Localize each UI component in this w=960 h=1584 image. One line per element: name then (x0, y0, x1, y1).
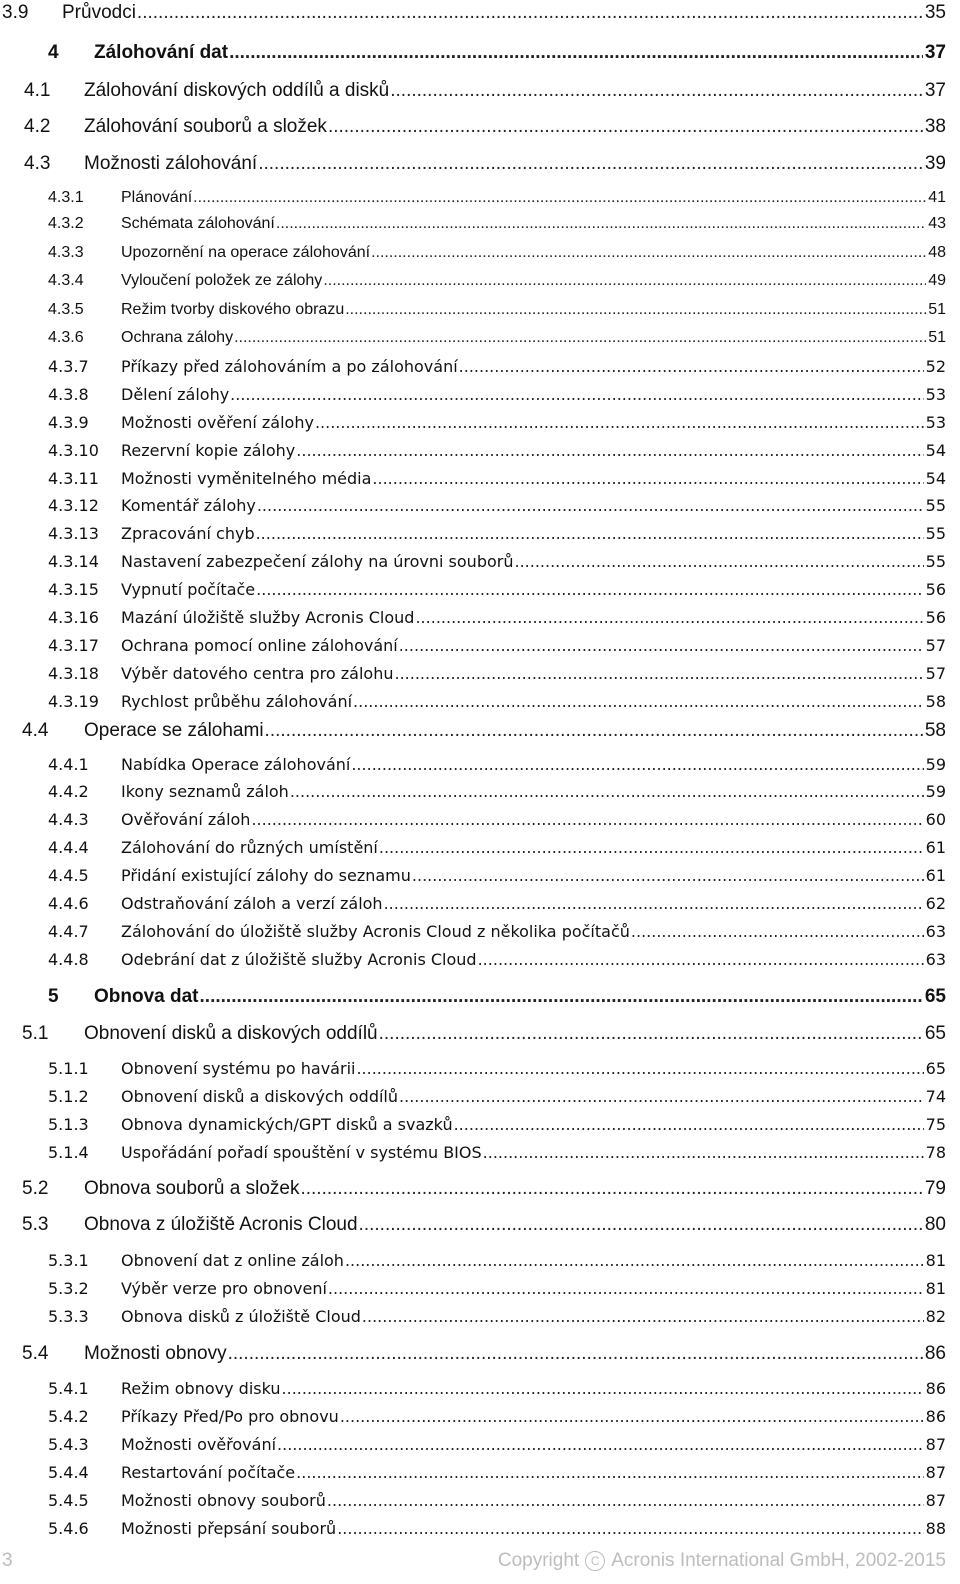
toc-entry[interactable] (0, 838, 960, 857)
toc-entry-title: Možnosti obnovy (84, 1343, 227, 1364)
toc-entry-page: 56 (925, 608, 946, 627)
toc-entry[interactable] (0, 1279, 960, 1298)
toc-entry-page: 54 (925, 469, 946, 488)
toc-entry-title: Plánování (121, 189, 193, 206)
toc-entry-page: 62 (925, 894, 946, 913)
toc-entry-title: Obnova disků z úložiště Cloud (121, 1307, 361, 1326)
toc-entry[interactable] (0, 1115, 960, 1134)
toc-entry-title: Výběr verze pro obnovení (121, 1279, 327, 1298)
toc-entry-title: Průvodci (62, 2, 136, 23)
toc-entry-page: 43 (928, 215, 946, 232)
toc-entry[interactable] (0, 215, 960, 233)
toc-entry-number: 4.3.17 (48, 636, 99, 655)
toc-entry-number: 4.3.11 (48, 469, 99, 488)
toc-dot-leader (372, 469, 923, 488)
toc-entry-page: 60 (925, 810, 946, 829)
toc-entry-page: 35 (924, 2, 946, 23)
toc-entry[interactable] (0, 153, 960, 175)
toc-entry-number: 3.9 (2, 2, 29, 23)
toc-entry-number: 5.2 (22, 1178, 49, 1199)
toc-dot-leader (251, 810, 923, 829)
toc-entry-number: 4.4.5 (48, 866, 89, 885)
toc-dot-leader (371, 244, 926, 262)
toc-dot-leader (234, 329, 926, 347)
toc-dot-leader (379, 1023, 923, 1045)
toc-entry[interactable] (0, 950, 960, 969)
toc-dot-leader (256, 524, 924, 543)
toc-dot-leader (300, 1178, 922, 1200)
toc-dot-leader (353, 692, 924, 711)
toc-entry-number: 4.4 (22, 720, 49, 741)
toc-dot-leader (296, 441, 923, 460)
toc-dot-leader (265, 720, 923, 742)
toc-entry-page: 59 (925, 782, 946, 801)
toc-entry-title: Příkazy Před/Po pro obnovu (121, 1407, 339, 1426)
toc-entry-title: Ikony seznamů záloh (121, 782, 289, 801)
toc-entry-title: Zálohování dat (94, 42, 229, 63)
toc-entry-number: 5.1.2 (48, 1087, 89, 1106)
toc-entry[interactable] (0, 720, 960, 742)
toc-entry-number: 4.4.8 (48, 950, 89, 969)
toc-entry-page: 61 (925, 866, 946, 885)
toc-entry-number: 5 (48, 986, 59, 1007)
toc-entry-page: 52 (925, 357, 946, 376)
toc-entry-number: 5.4.1 (48, 1379, 89, 1398)
toc-entry[interactable] (0, 469, 960, 488)
toc-entry-number: 4.3.7 (48, 357, 89, 376)
toc-entry-title: Zpracování chyb (121, 524, 255, 543)
toc-entry-page: 57 (925, 664, 946, 683)
toc-entry[interactable] (0, 244, 960, 262)
toc-entry-title: Vyloučení položek ze zálohy (121, 272, 323, 289)
toc-entry-page: 87 (925, 1435, 946, 1454)
toc-entry-number: 4.3.9 (48, 413, 89, 432)
toc-entry[interactable] (0, 1343, 960, 1365)
toc-entry-number: 4.3.12 (48, 496, 99, 515)
toc-entry-title: Možnosti obnovy souborů (121, 1491, 326, 1510)
toc-entry-title: Rychlost průběhu zálohování (121, 692, 353, 711)
toc-entry-number: 4.4.3 (48, 810, 89, 829)
toc-entry-number: 4.3.6 (48, 329, 84, 346)
toc-entry-title: Komentář zálohy (121, 496, 256, 515)
toc-entry-page: 88 (925, 1519, 946, 1538)
toc-dot-leader (328, 1279, 924, 1298)
toc-entry-number: 4.3.16 (48, 608, 99, 627)
toc-entry-page: 81 (925, 1279, 946, 1298)
toc-dot-leader (390, 80, 923, 102)
toc-entry-title: Možnosti ověřování (121, 1435, 277, 1454)
toc-entry[interactable] (0, 552, 960, 571)
toc-dot-leader (351, 755, 923, 774)
toc-entry[interactable] (0, 524, 960, 543)
toc-entry-title: Nabídka Operace zálohování (121, 755, 351, 774)
toc-entry-page: 75 (925, 1115, 946, 1134)
toc-entry[interactable] (0, 2, 960, 24)
toc-entry[interactable] (0, 385, 960, 404)
toc-entry[interactable] (0, 189, 960, 207)
toc-entry-page: 86 (924, 1343, 946, 1364)
toc-entry-title: Obnova dat (94, 986, 199, 1007)
toc-entry[interactable] (0, 1435, 960, 1454)
toc-entry[interactable] (0, 1491, 960, 1510)
toc-entry[interactable] (0, 608, 960, 627)
toc-entry-title: Možnosti zálohování (84, 153, 258, 174)
toc-dot-leader (277, 1435, 924, 1454)
toc-entry-title: Odstraňování záloh a verzí záloh (121, 894, 383, 913)
toc-dot-leader (345, 1251, 924, 1270)
toc-dot-leader (200, 986, 923, 1008)
toc-entry-title: Rezervní kopie zálohy (121, 441, 296, 460)
toc-entry-title: Nastavení zabezpečení zálohy na úrovni souborů (121, 552, 514, 571)
toc-entry-page: 38 (924, 116, 946, 137)
toc-entry-number: 4.3.14 (48, 552, 99, 571)
toc-entry[interactable] (0, 1379, 960, 1398)
toc-entry[interactable] (0, 80, 960, 102)
toc-entry-number: 4.3.3 (48, 244, 84, 261)
toc-entry-title: Možnosti ověření zálohy (121, 413, 314, 432)
toc-entry-number: 5.4 (22, 1343, 49, 1364)
toc-entry-title: Restartování počítače (121, 1463, 296, 1482)
toc-dot-leader (459, 357, 924, 376)
toc-entry-page: 54 (925, 441, 946, 460)
toc-entry[interactable] (0, 441, 960, 460)
toc-entry-title: Obnovení dat z online záloh (121, 1251, 344, 1270)
toc-entry[interactable] (0, 1178, 960, 1200)
toc-entry-number: 4.3.4 (48, 272, 84, 289)
toc-entry-number: 4.4.7 (48, 922, 89, 941)
toc-dot-leader (337, 1519, 923, 1538)
toc-entry-title: Zálohování do různých umístění (121, 838, 378, 857)
toc-entry[interactable] (0, 1143, 960, 1162)
toc-entry[interactable] (0, 636, 960, 655)
toc-entry-number: 4.3.13 (48, 524, 99, 543)
toc-entry-page: 37 (924, 42, 946, 63)
toc-entry-title: Dělení zálohy (121, 385, 230, 404)
toc-entry-number: 4.4.6 (48, 894, 89, 913)
toc-entry-page: 80 (924, 1214, 946, 1235)
toc-dot-leader (359, 1214, 923, 1236)
toc-entry-page: 65 (924, 986, 946, 1007)
toc-dot-leader (631, 922, 924, 941)
toc-entry-number: 5.4.2 (48, 1407, 89, 1426)
toc-entry-page: 79 (924, 1178, 946, 1199)
toc-entry[interactable] (0, 116, 960, 138)
toc-entry-title: Ochrana pomocí online zálohování (121, 636, 398, 655)
toc-entry[interactable] (0, 1023, 960, 1045)
copyright-icon: C (585, 1551, 605, 1571)
toc-entry-number: 5.4.5 (48, 1491, 89, 1510)
toc-dot-leader (258, 153, 923, 175)
toc-dot-leader (137, 2, 923, 24)
toc-dot-leader (399, 636, 924, 655)
toc-dot-leader (415, 608, 923, 627)
toc-entry-page: 57 (925, 636, 946, 655)
toc-entry[interactable] (0, 810, 960, 829)
toc-entry-number: 5.1 (22, 1023, 49, 1044)
toc-entry[interactable] (0, 580, 960, 599)
toc-entry-title: Režim tvorby diskového obrazu (121, 301, 345, 318)
toc-entry-number: 5.3.2 (48, 1279, 89, 1298)
toc-entry-number: 4.3.15 (48, 580, 99, 599)
toc-entry-page: 53 (925, 413, 946, 432)
toc-entry-page: 48 (928, 244, 946, 261)
toc-dot-leader (345, 301, 926, 319)
toc-entry[interactable] (0, 755, 960, 774)
toc-entry-page: 63 (925, 950, 946, 969)
toc-entry-title: Přidání existující zálohy do seznamu (121, 866, 411, 885)
toc-entry-title: Možnosti vyměnitelného média (121, 469, 372, 488)
toc-entry-page: 63 (925, 922, 946, 941)
toc-entry-page: 87 (925, 1491, 946, 1510)
toc-entry-title: Obnova souborů a složek (84, 1178, 300, 1199)
toc-entry-number: 5.3.1 (48, 1251, 89, 1270)
copyright-label: Copyright (497, 1550, 580, 1571)
toc-dot-leader (323, 272, 926, 290)
toc-entry-number: 5.1.3 (48, 1115, 89, 1134)
toc-dot-leader (256, 580, 924, 599)
toc-entry-page: 56 (925, 580, 946, 599)
toc-dot-leader (282, 1379, 924, 1398)
toc-entry[interactable] (0, 301, 960, 319)
toc-entry-page: 53 (925, 385, 946, 404)
toc-entry-page: 61 (925, 838, 946, 857)
toc-entry[interactable] (0, 782, 960, 801)
toc-entry-page: 58 (925, 692, 946, 711)
toc-dot-leader (230, 385, 923, 404)
toc-entry-title: Obnovení disků a diskových oddílů (121, 1087, 399, 1106)
toc-entry-page: 58 (924, 720, 946, 741)
toc-entry-page: 39 (924, 153, 946, 174)
toc-entry[interactable] (0, 922, 960, 941)
toc-entry-title: Možnosti přepsání souborů (121, 1519, 337, 1538)
toc-entry[interactable] (0, 894, 960, 913)
toc-entry-title: Obnovení systému po havárii (121, 1059, 356, 1078)
toc-entry-page: 86 (925, 1379, 946, 1398)
toc-entry[interactable] (0, 692, 960, 711)
toc-dot-leader (296, 1463, 923, 1482)
toc-entry-title: Režim obnovy disku (121, 1379, 281, 1398)
toc-entry-number: 4.2 (24, 116, 51, 137)
toc-entry-number: 5.4.6 (48, 1519, 89, 1538)
toc-entry-page: 81 (925, 1251, 946, 1270)
footer-page-number: 3 (2, 1550, 13, 1571)
toc-dot-leader (340, 1407, 924, 1426)
toc-dot-leader (276, 215, 926, 233)
toc-dot-leader (384, 894, 924, 913)
toc-entry-number: 4.4.4 (48, 838, 89, 857)
toc-entry-page: 86 (925, 1407, 946, 1426)
toc-entry-number: 4.3 (24, 153, 51, 174)
toc-entry[interactable] (0, 1463, 960, 1482)
toc-entry-number: 5.1.1 (48, 1059, 89, 1078)
toc-dot-leader (514, 552, 923, 571)
toc-entry-number: 5.4.4 (48, 1463, 89, 1482)
toc-entry-page: 51 (928, 329, 946, 346)
toc-entry-title: Výběr datového centra pro zálohu (121, 664, 394, 683)
toc-entry-page: 49 (928, 272, 946, 289)
toc-entry-number: 4.4.2 (48, 782, 89, 801)
toc-entry[interactable] (0, 1307, 960, 1326)
toc-dot-leader (454, 1115, 924, 1134)
toc-dot-leader (395, 664, 924, 683)
toc-entry-title: Uspořádání pořadí spouštění v systému BIOS (121, 1143, 482, 1162)
toc-entry[interactable] (0, 1251, 960, 1270)
toc-entry-title: Upozornění na operace zálohování (121, 244, 371, 261)
toc-dot-leader (356, 1059, 923, 1078)
toc-entry[interactable] (0, 1407, 960, 1426)
toc-entry-number: 4.3.1 (48, 189, 84, 206)
toc-entry-number: 5.3.3 (48, 1307, 89, 1326)
footer-copyright (498, 1550, 946, 1572)
toc-entry-page: 65 (924, 1023, 946, 1044)
toc-entry-number: 5.1.4 (48, 1143, 89, 1162)
toc-entry[interactable] (0, 1059, 960, 1078)
toc-dot-leader (399, 1087, 924, 1106)
toc-entry-title: Ověřování záloh (121, 810, 251, 829)
toc-entry-title: Obnova dynamických/GPT disků a svazků (121, 1115, 453, 1134)
toc-entry-page: 87 (925, 1463, 946, 1482)
toc-entry-number: 5.3 (22, 1214, 49, 1235)
toc-entry[interactable] (0, 413, 960, 432)
toc-entry[interactable] (0, 1087, 960, 1106)
toc-entry-page: 51 (928, 301, 946, 318)
toc-entry[interactable] (0, 866, 960, 885)
toc-dot-leader (327, 1491, 924, 1510)
toc-entry[interactable] (0, 496, 960, 515)
toc-dot-leader (328, 116, 923, 138)
page-footer (0, 1540, 960, 1580)
toc-entry-page: 65 (925, 1059, 946, 1078)
toc-entry-page: 82 (925, 1307, 946, 1326)
toc-entry-number: 4.3.8 (48, 385, 89, 404)
toc-entry-number: 4.3.18 (48, 664, 99, 683)
toc-entry[interactable] (0, 357, 960, 376)
toc-dot-leader (483, 1143, 924, 1162)
toc-entry-title: Obnovení disků a diskových oddílů (84, 1023, 378, 1044)
toc-entry[interactable] (0, 986, 960, 1008)
toc-entry-number: 4.4.1 (48, 755, 89, 774)
toc-entry[interactable] (0, 42, 960, 64)
toc-entry-title: Odebrání dat z úložiště služby Acronis Cloud (121, 950, 477, 969)
toc-entry[interactable] (0, 1214, 960, 1236)
toc-dot-leader (228, 1343, 923, 1365)
toc-entry-number: 4.3.19 (48, 692, 99, 711)
toc-entry-title: Zálohování souborů a složek (84, 116, 327, 137)
toc-entry-title: Zálohování diskových oddílů a disků (84, 80, 390, 101)
copyright-company: Acronis International GmbH, 2002-2015 (611, 1550, 946, 1571)
toc-entry[interactable] (0, 329, 960, 347)
toc-entry-page: 55 (925, 552, 946, 571)
toc-entry-title: Obnova z úložiště Acronis Cloud (84, 1214, 358, 1235)
toc-entry-number: 4.1 (24, 80, 51, 101)
toc-dot-leader (193, 189, 926, 207)
toc-entry-title: Zálohování do úložiště služby Acronis Cloud z několika počítačů (121, 922, 630, 941)
toc-entry-page: 55 (925, 496, 946, 515)
toc-entry-page: 59 (925, 755, 946, 774)
toc-dot-leader (315, 413, 924, 432)
toc-entry-number: 4 (48, 42, 59, 63)
toc-dot-leader (412, 866, 924, 885)
toc-entry-number: 5.4.3 (48, 1435, 89, 1454)
toc-entry-page: 78 (925, 1143, 946, 1162)
toc-entry-page: 41 (928, 189, 946, 206)
toc-entry[interactable] (0, 1519, 960, 1538)
toc-dot-leader (379, 838, 924, 857)
toc-entry-title: Vypnutí počítače (121, 580, 256, 599)
toc-dot-leader (362, 1307, 924, 1326)
toc-entry-title: Mazání úložiště služby Acronis Cloud (121, 608, 415, 627)
toc-entry[interactable] (0, 272, 960, 290)
toc-entry-number: 4.3.5 (48, 301, 84, 318)
toc-entry-title: Schémata zálohování (121, 215, 275, 232)
toc-entry-page: 55 (925, 524, 946, 543)
toc-dot-leader (257, 496, 924, 515)
toc-dot-leader (290, 782, 924, 801)
toc-entry-page: 74 (925, 1087, 946, 1106)
toc-entry-page: 37 (924, 80, 946, 101)
toc-entry-title: Příkazy před zálohováním a po zálohování (121, 357, 458, 376)
toc-entry-title: Ochrana zálohy (121, 329, 234, 346)
toc-dot-leader (229, 42, 923, 64)
toc-entry-title: Operace se zálohami (84, 720, 264, 741)
toc-entry-number: 4.3.2 (48, 215, 84, 232)
toc-dot-leader (478, 950, 924, 969)
toc-entry-number: 4.3.10 (48, 441, 99, 460)
toc-entry[interactable] (0, 664, 960, 683)
